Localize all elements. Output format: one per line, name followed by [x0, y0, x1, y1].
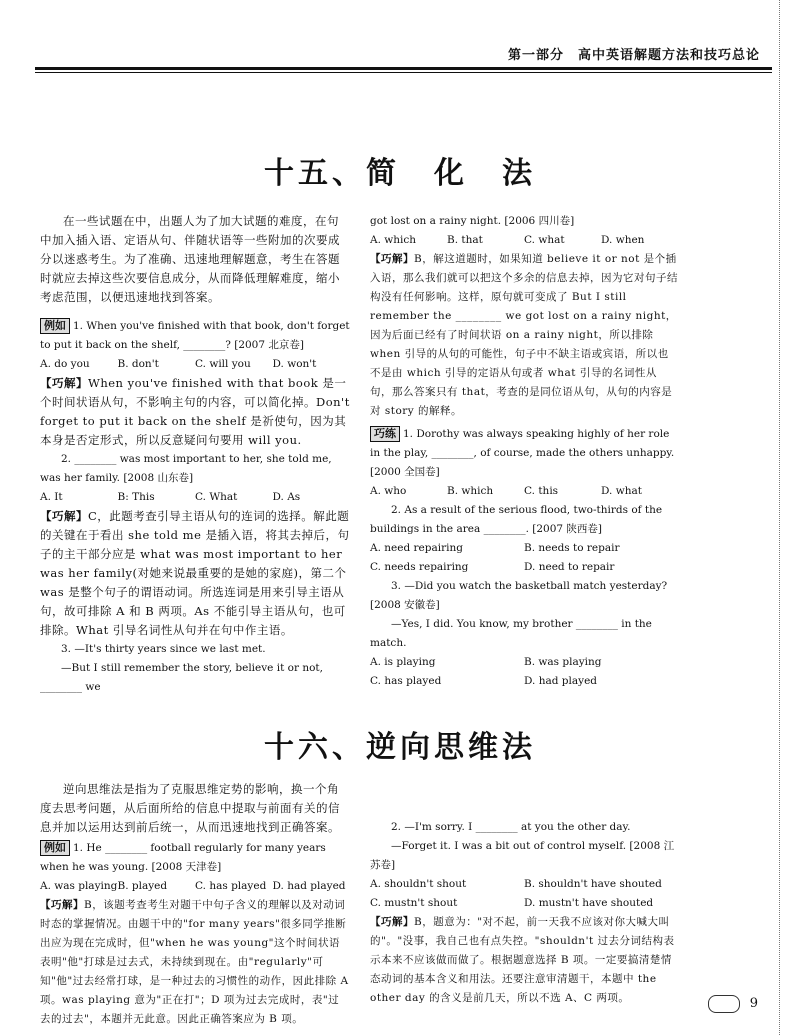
example-2-question: 2. ________ was most important to her, she told me, was her family. [2008 山东卷] — [40, 453, 332, 484]
example-3-tip — [370, 250, 678, 421]
question-text: 1. When you've finished with that book, don't forget to put it back on the shelf, ________? [2007 北京卷] — [40, 320, 350, 351]
practice-3-options — [370, 653, 678, 672]
section-15-title: 十五、简 化 法 — [264, 156, 536, 191]
option: B. which — [447, 485, 494, 497]
practice-tag: 巧练 — [370, 426, 400, 442]
option: C. needs repairing — [370, 561, 469, 573]
example-3-line-3: got lost on a rainy night. [2006 四川卷] — [370, 215, 575, 227]
example-tag: 例如 — [40, 318, 70, 334]
option: C. mustn't shout — [370, 897, 458, 909]
option: D. had played — [272, 880, 346, 892]
tip-label: 【巧解】 — [370, 916, 414, 928]
option: C. will you — [195, 358, 251, 370]
option: D. mustn't have shouted — [524, 897, 654, 909]
option: C. has played — [370, 675, 442, 687]
running-header: 第一部分 高中英语解题方法和技巧总论 — [507, 48, 760, 63]
tip-label: 【巧解】 — [370, 253, 414, 265]
example-tag: 例如 — [40, 840, 70, 856]
option: D. what — [601, 485, 642, 497]
example-2-options — [370, 875, 678, 894]
option: A. who — [370, 485, 407, 497]
option: C. what — [524, 234, 565, 246]
example-2-line-2: —Forget it. I was a bit out of control myself. [2008 江苏卷] — [370, 840, 675, 871]
option: A. do you — [40, 358, 90, 370]
practice-2-options-row-2 — [370, 558, 678, 577]
example-2-tip — [370, 913, 678, 1008]
option: B. was playing — [524, 656, 602, 668]
option: D. need to repair — [524, 561, 615, 573]
tip-label: 【巧解】 — [40, 899, 84, 911]
option: A. which — [370, 234, 417, 246]
practice-2-question: 2. As a result of the serious flood, two-thirds of the buildings in the area ________. [2007 陕西卷] — [370, 504, 663, 535]
practice-1-question — [370, 425, 678, 482]
option: D. had played — [524, 675, 598, 687]
tip-text: B，题意为："对不起，前一天我不应该对你大喊大叫的"。"没事，我自己也有点失控。"shouldn't 过去分词结构表示本来不应该做而做了。根据题意选择 B 项。一定要搞清楚情态动词的基本含义和用法。还要注意审清题干，本题中 the other day 的含义是前几天，所以不选 A、C 两项。 — [370, 916, 675, 1004]
example-1-options — [40, 355, 350, 374]
section-16-right-column — [370, 818, 678, 1008]
question-text: 1. He ________ football regularly for many years when he was young. [2008 天津卷] — [40, 842, 326, 873]
section-16-title: 十六、逆向思维法 — [264, 730, 536, 765]
example-3-line-2: —But I still remember the story, believe it or not, ________ we — [40, 662, 323, 693]
example-1-question — [40, 839, 350, 877]
section-16-intro: 逆向思维法是指为了克服思维定势的影响，换一个角度去思考问题，从后面所给的信息中提取与前面有关的信息并加以运用达到前后统一，从而迅速地找到正确答案。 — [40, 782, 340, 834]
tip-text: When you've finished with that book 是一个时间状语从句，不影响主句的内容，可以简化掉。Don't forget to put it back on the shelf 是祈使句，因为其本身是否定形式，所以反意疑问句要用 will you. — [40, 376, 350, 447]
example-1-tip — [40, 374, 350, 450]
option: A. It — [40, 491, 63, 503]
option: B. don't — [117, 358, 159, 370]
option: C. this — [524, 485, 559, 497]
option: C. What — [195, 491, 238, 503]
example-1-tip — [40, 896, 350, 1029]
section-15-left-column — [40, 212, 350, 697]
example-3-options — [370, 231, 678, 250]
example-2-tip — [40, 507, 350, 640]
practice-3-options-row-2 — [370, 672, 678, 691]
practice-2-options — [370, 539, 678, 558]
page-ornament-icon — [708, 995, 740, 1013]
option: D. As — [272, 491, 301, 503]
example-1-options — [40, 877, 350, 896]
option: B. played — [117, 880, 168, 892]
option: B. needs to repair — [524, 542, 620, 554]
example-2-line-1: 2. —I'm sorry. I ________ at you the other day. — [391, 821, 631, 833]
option: A. need repairing — [370, 542, 463, 554]
example-2-options — [40, 488, 350, 507]
tip-text: B，解这道题时，如果知道 believe it or not 是个插入语，那么我们就可以把这个多余的信息去掉，因为它对句子结构没有任何影响。这样，原句就可变成了 But I still remember the ________ we got lost on a rainy night，因为后面已经有了时间状语 on a rainy night，所以排除 when 引导的从句的可能性，句子中不缺主语或宾语，所以也不是由 which 引导的定语从句或者 what 引导的名词性从句，那么答案只有 that，考查的是同位语从句，从句的内容是对 story 的解释。 — [370, 253, 678, 417]
option: D. won't — [272, 358, 317, 370]
header-rule — [35, 67, 772, 70]
tip-text: C，此题考查引导主语从句的连词的选择。解此题的关键在于看出 she told me 是插入语，将其去掉后，句子的主干部分应是 what was most important to her was her family(对她来说最重要的是她的家庭)，第二个 was 是整个句子的谓语动词。所选连词是用来引导主语从句，故可排除 A 和 B 两项。As 不能引导主语从句，也可排除。What 引导名词性从句并在句中作主语。 — [40, 509, 350, 637]
example-3-line-1: 3. —It's thirty years since we last met. — [61, 643, 266, 655]
practice-1-options — [370, 482, 678, 501]
section-15-intro: 在一些试题在中，出题人为了加大试题的难度，在句中加入插入语、定语从句、伴随状语等一些附加的次要成分以迷惑考生。为了准确、迅速地理解题意，考生在答题时就应去掉这些次要信息成分，从而降低理解难度，缩小考虑范围，以便迅速地找到答案。 — [40, 214, 340, 304]
option: B. shouldn't have shouted — [524, 878, 662, 890]
option: C. has played — [195, 880, 267, 892]
section-15-right-column — [370, 212, 678, 691]
option: B: This — [117, 491, 155, 503]
example-1-question — [40, 317, 350, 355]
option: A. shouldn't shout — [370, 878, 467, 890]
page-number: 9 — [749, 996, 758, 1011]
question-text: 1. Dorothy was always speaking highly of her role in the play, ________, of course, made the others unhappy. [2000 全国卷] — [370, 428, 675, 478]
practice-3-line-1: 3. —Did you watch the basketball match yesterday? [2008 安徽卷] — [370, 580, 668, 611]
practice-3-line-2: —Yes, I did. You know, my brother ________ in the match. — [370, 618, 652, 649]
option: A. was playing — [40, 880, 118, 892]
option: B. that — [447, 234, 483, 246]
option: A. is playing — [370, 656, 436, 668]
tip-label: 【巧解】 — [40, 376, 88, 390]
section-16-left-column — [40, 780, 350, 1029]
tip-label: 【巧解】 — [40, 509, 88, 523]
example-2-options-row-2 — [370, 894, 678, 913]
tip-text: B，该题考查考生对题干中句子含义的理解以及对动词时态的掌握情况。由题干中的"for many years"很多同学推断出应为现在完成时，但"when he was young"这个时间状语表明"他"打球是过去式，未持续到现在。由"regularly"可知"他"过去经常打球，是一种过去的习惯性的动作，因此排除 A 项。was playing 意为"正在打"；D 项为过去完成时，表"过去的过去"，本题并无此意。因此正确答案应为 B 项。 — [40, 899, 349, 1025]
option: D. when — [601, 234, 645, 246]
header-rule-thin — [35, 72, 772, 73]
